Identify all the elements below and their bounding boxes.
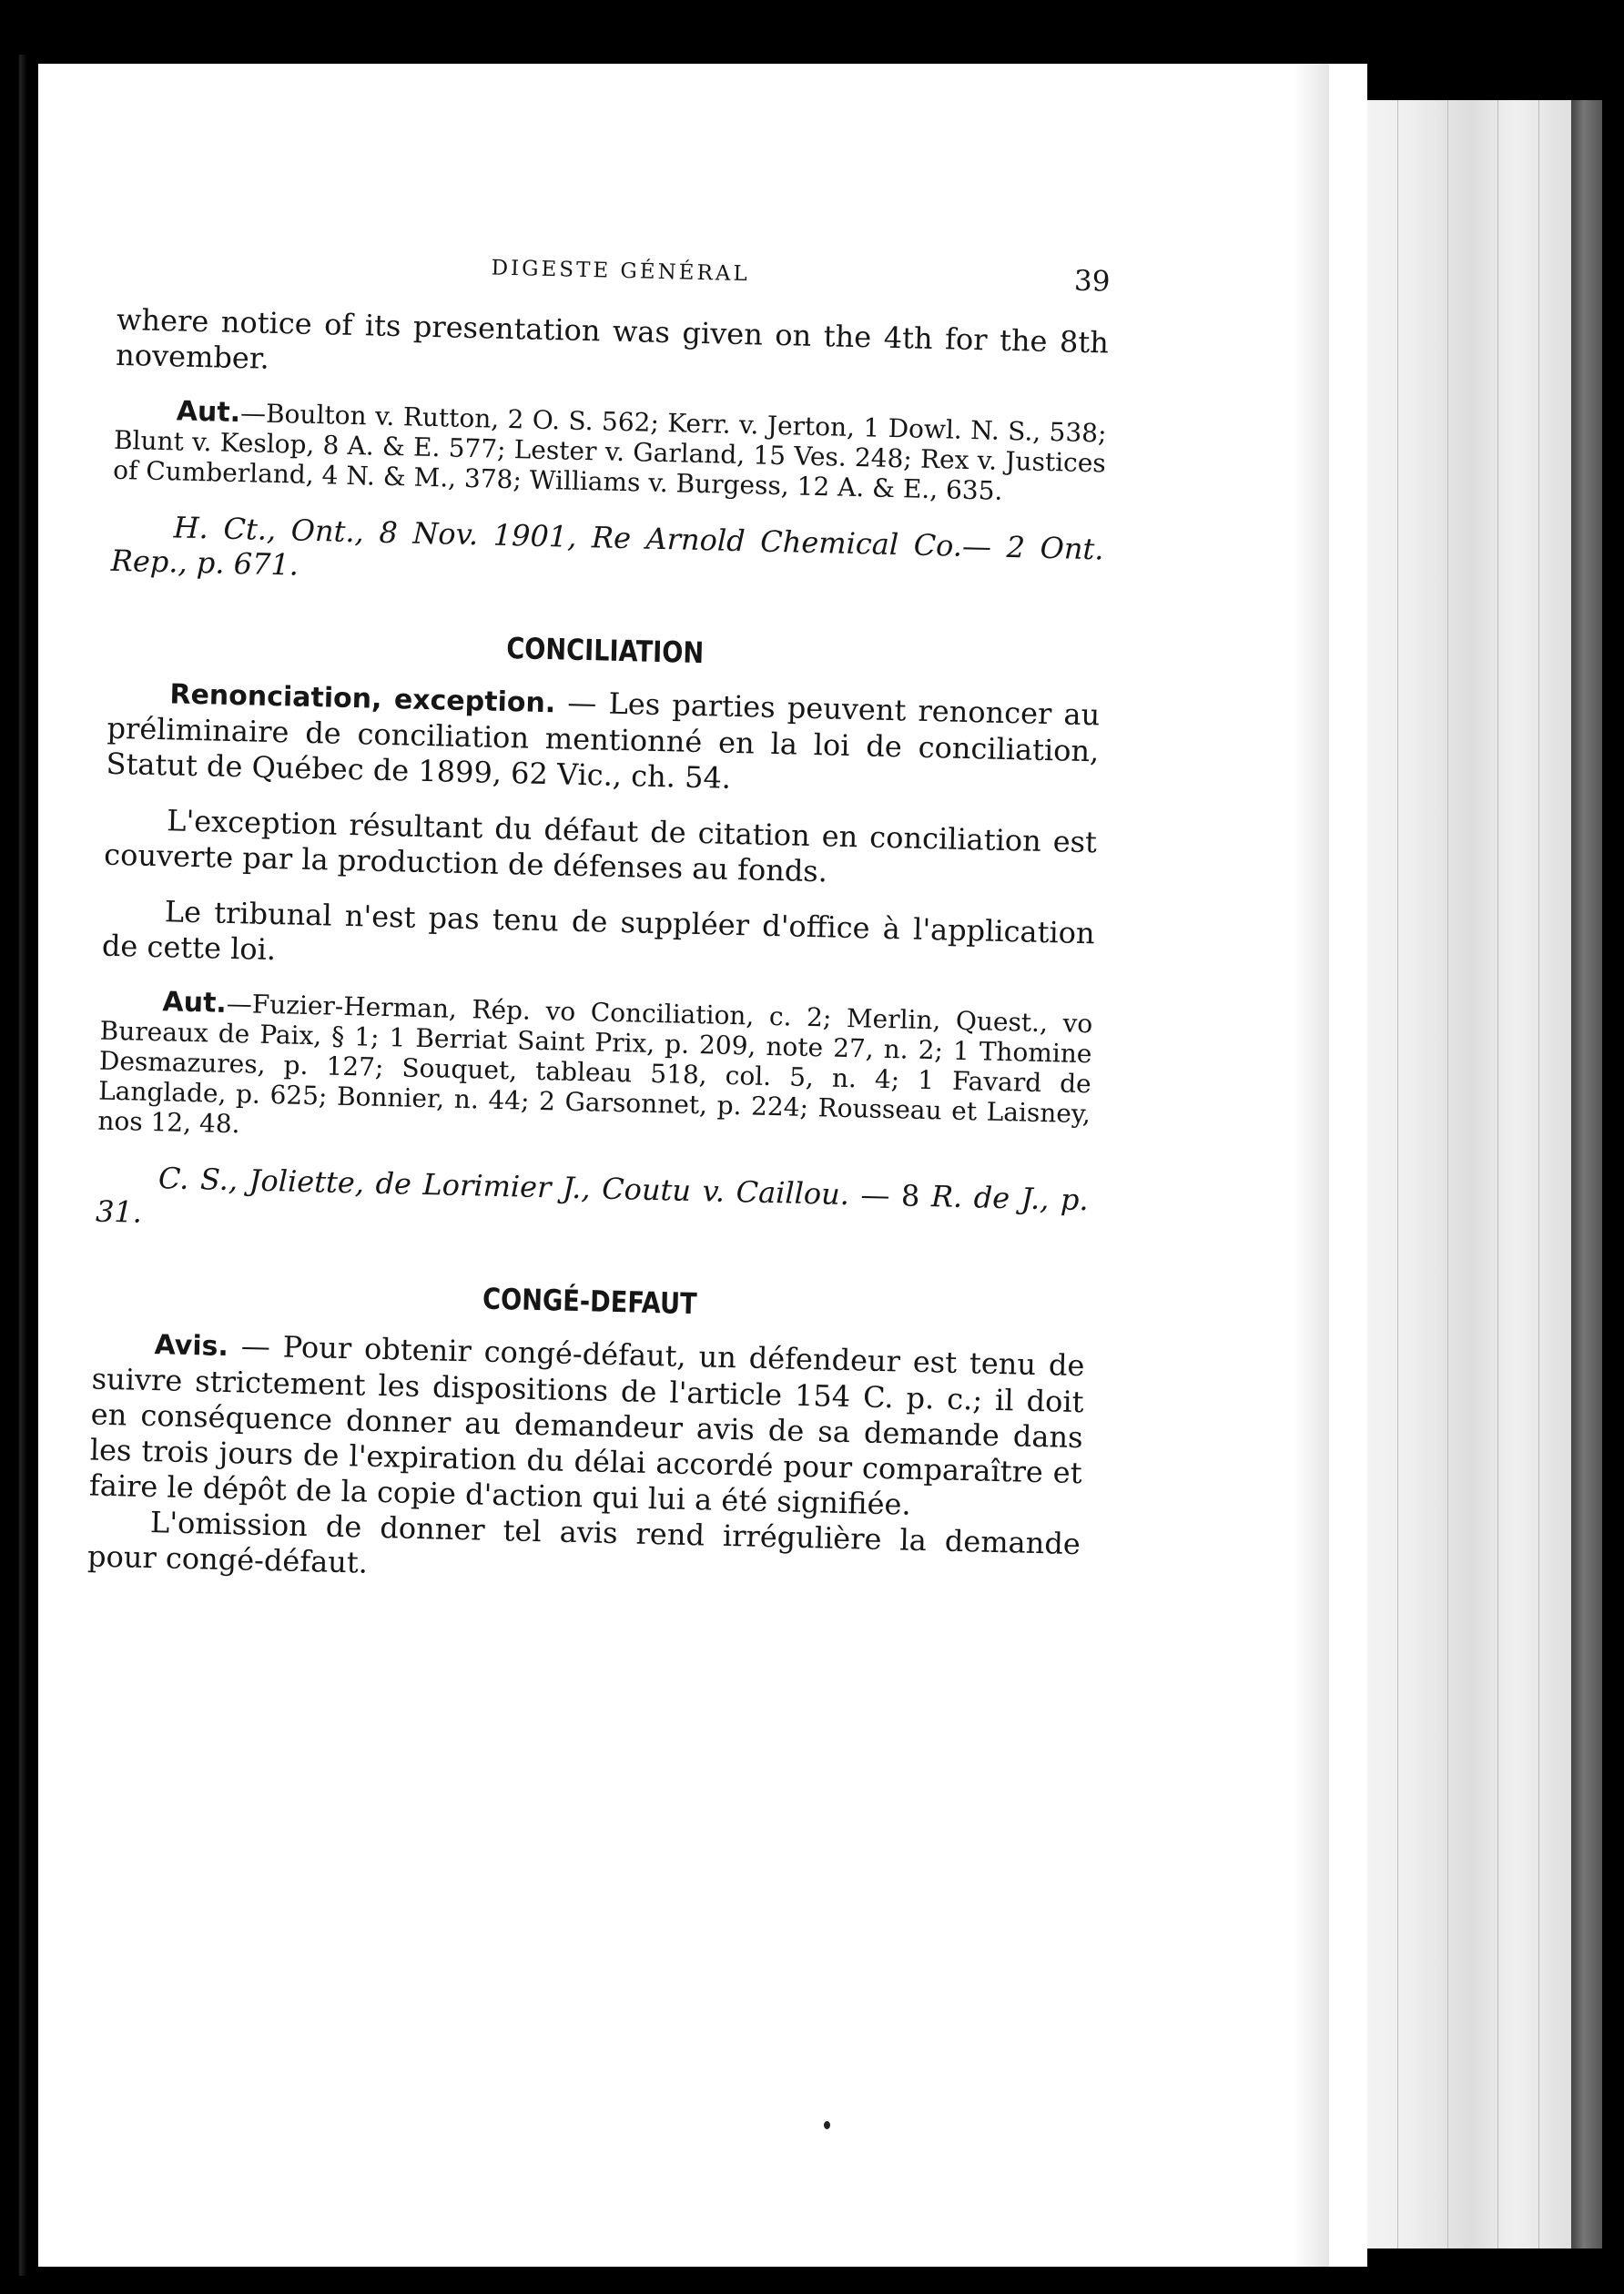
paragraph-lead: Renonciation, exception.	[169, 678, 556, 720]
page-shadow	[1293, 64, 1329, 2267]
paragraph-renonciation	[106, 675, 1100, 806]
authorities-1	[113, 395, 1107, 509]
section-heading-conge-defaut: CONGÉ-DEFAUT	[482, 1281, 698, 1322]
page-number: 39	[1073, 264, 1111, 299]
continued-paragraph: where notice of its presentation was given on the 4th for the 8th november.	[115, 301, 1110, 376]
authorities-2	[97, 986, 1093, 1160]
running-title: DIGESTE GÉNÉRAL	[491, 256, 751, 287]
authorities-lead: Aut.	[176, 395, 241, 430]
paragraph-avis	[89, 1325, 1085, 1528]
left-page-edge	[0, 55, 35, 2276]
lead-dash: —	[228, 1328, 284, 1365]
authorities-lead: Aut.	[162, 986, 228, 1020]
section-heading-conciliation: CONCILIATION	[505, 631, 705, 671]
paragraph-exception: L'exception résultant du défaut de citation en conciliation est couverte par la production de défenses au fonds.	[103, 803, 1098, 889]
citation-volume: 8	[889, 1178, 932, 1214]
authorities-text: —Fuzier-Herman, Rép. vo Conciliation, c. 2; Merlin, Quest., vo Bureaux de Paix, § 1; 1 Berriat Saint Prix, p. 209, note 27, n. 2; 1 Thomine Desmazures, p. 127; Souquet, tableau 518, col. 5, n. 4; 1 Favard de Langlade, p. 625; Bonnier, n. 44; 2 Garsonnet, p. 224; Rousseau et Laisney, nos 12, 48.	[97, 988, 1093, 1140]
paragraph-omission: L'omission de donner tel avis rend irrégulière la demande pour congé-défaut.	[86, 1505, 1081, 1580]
paragraph-lead: Avis.	[154, 1329, 229, 1364]
paragraph-tribunal: Le tribunal n'est pas tenu de suppléer d'office à l'application de cette loi.	[101, 894, 1096, 968]
citation-text: C. S., Joliette, de Lorimier J., Coutu v. Caillou. —	[157, 1161, 890, 1213]
citation-1: H. Ct., Ont., 8 Nov. 1901, Re Arnold Chemical Co.— 2 Ont. Rep., p. 671.	[110, 510, 1104, 583]
citation-2	[96, 1160, 1089, 1253]
authorities-text: —Boulton v. Rutton, 2 O. S. 562; Kerr. v. Jerton, 1 Dowl. N. S., 538; Blunt v. Keslop, 8 A. & E. 577; Lester v. Garland, 15 Ves. 248; Rex v. Justices of Cumberland, 4 N. & M., 378; Williams v. Burgess, 12 A. & E., 635.	[112, 398, 1107, 506]
citation-tail: R. de J., p. 31.	[95, 1179, 1090, 1230]
paragraph-text: Les parties peuvent renoncer au préliminaire de conciliation mentionné en la loi de conciliation, Statut de Québec de 1899, 62 Vic., ch. 54.	[106, 685, 1101, 796]
page-text	[77, 242, 1110, 1995]
paragraph-text: Pour obtenir congé-défaut, un défendeur est tenu de suivre strictement les dispositions de l'article 154 C. p. c.; il doit en conséquence donner au demandeur avis de sa demande dans les trois jours de l'expiration du délai accordé pour comparaître et faire le dépôt de la copie d'action qui lui a été signifiée.	[88, 1329, 1085, 1522]
lead-dash: —	[554, 685, 610, 721]
scan-speck	[824, 2121, 830, 2129]
